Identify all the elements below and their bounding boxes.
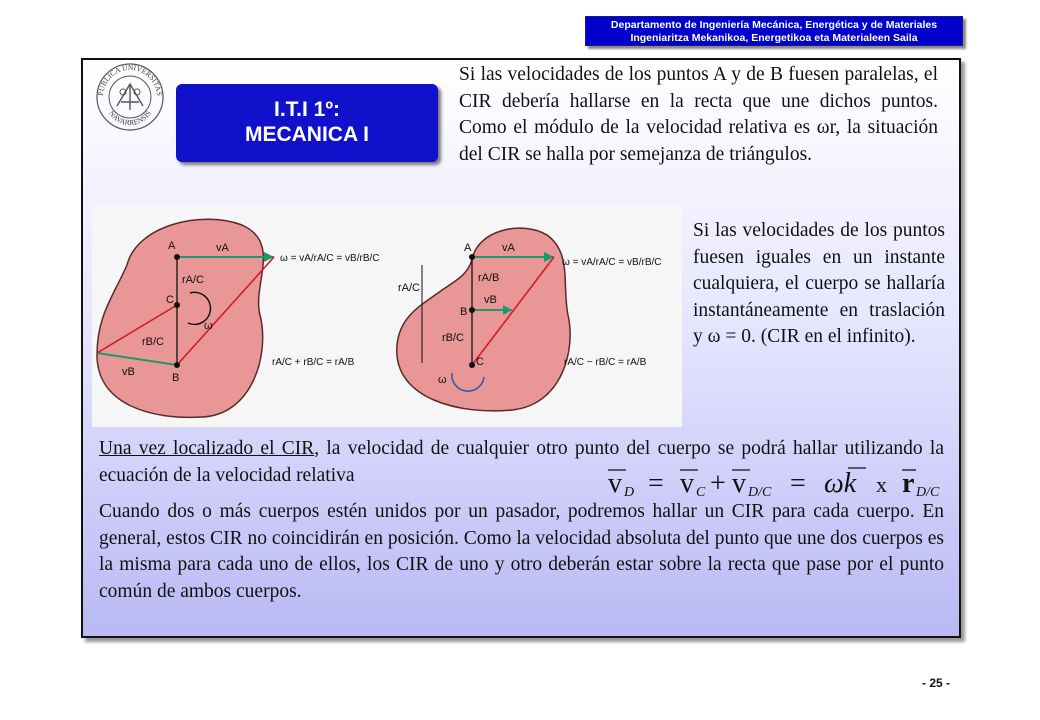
eq-equals-2: = <box>790 468 806 499</box>
right-label-a: A <box>464 242 472 254</box>
left-formula: ω = vA/rA/C = vB/rB/C <box>280 253 380 264</box>
right-label-rbc: rB/C <box>442 332 464 344</box>
left-label-b: B <box>172 372 180 384</box>
left-label-va: vA <box>216 242 229 254</box>
svg-text:PUBLICA UNIVERSITAS: PUBLICA UNIVERSITAS <box>95 62 165 97</box>
left-sum: rA/C + rB/C = rA/B <box>272 357 355 368</box>
university-seal-logo <box>95 62 165 132</box>
right-label-rac: rA/C <box>398 282 420 294</box>
right-label-omega: ω <box>438 374 447 386</box>
department-line-1: Departamento de Ingeniería Mecánica, Energética y de Materiales <box>610 19 938 31</box>
left-label-rac: rA/C <box>182 274 204 286</box>
eq-cross: x <box>876 472 887 497</box>
left-label-rbc: rB/C <box>142 336 164 348</box>
eq-v-d: v <box>608 468 622 499</box>
right-formula: ω = vA/rA/C = vB/rB/C <box>562 257 662 268</box>
svg-text:NAVARRENSIS: NAVARRENSIS <box>106 108 153 128</box>
course-title-line-1: I.T.I 1º: <box>273 98 340 121</box>
course-title-badge <box>176 84 438 162</box>
eq-equals-1: = <box>648 468 664 499</box>
course-title-line-2: MECANICA I <box>244 123 370 146</box>
cir-located-underlined: Una vez localizado el CIR <box>99 438 315 459</box>
eq-sub-c: C <box>696 485 706 500</box>
department-line-2: Ingeniaritza Mekanikoa, Energetikoa eta Materialeen Saila <box>630 32 918 44</box>
eq-r: r <box>902 468 915 499</box>
left-label-c: C <box>166 294 174 306</box>
paragraph-equal-velocities <box>693 218 945 351</box>
cir-figure <box>92 205 682 427</box>
right-sum: rA/C − rB/C = rA/B <box>564 357 647 368</box>
eq-sub-dc: D/C <box>748 485 772 500</box>
eq-v-c: v <box>680 468 694 499</box>
cir-located-rest: , la velocidad de cualquier otro punto del cuerpo se podrá hallar utilizando la ecuación de la velocidad relativa <box>99 438 944 486</box>
eq-plus: + <box>710 468 726 499</box>
right-label-b: B <box>460 306 468 318</box>
eq-sub-r: D/C <box>916 485 940 500</box>
paragraph-parallel-velocities <box>459 62 938 168</box>
right-label-c: C <box>476 356 484 368</box>
right-label-rab: rA/B <box>478 272 500 284</box>
paragraph-pinned-bodies-text: Cuando dos o más cuerpos estén unidos por un pasador, podremos hallar un CIR para cada cuerpo. En general, estos CIR no coincidirán en posición. Como la velocidad absoluta del punto que une dos cuerpos es la misma para cada uno de ellos, los CIR de uno y otro deberán estar sobre la recta que pase por el punto común de ambos cuerpos. <box>99 501 944 602</box>
right-label-va: vA <box>502 242 515 254</box>
eq-sub-d: D <box>624 485 635 500</box>
paragraph-parallel-velocities-text: Si las velocidades de los puntos A y de B fuesen paralelas, el CIR debería hallarse en la recta que une dichos puntos. Como el módulo de la velocidad relativa es ωr, la situación del CIR se halla por semejanza de triángulos. <box>459 64 938 165</box>
relative-velocity-equation <box>604 462 949 500</box>
eq-omega-k: ωk <box>824 468 857 499</box>
paragraph-pinned-bodies <box>99 499 944 605</box>
left-label-a: A <box>168 240 176 252</box>
paragraph-equal-velocities-text: Si las velocidades de los puntos fuesen iguales en un instante cualquiera, el cuerpo se hallaría instantáneamente en traslación y ω = 0. (CIR en el infinito). <box>693 220 945 347</box>
page-number: - 25 - <box>922 676 951 690</box>
eq-v-dc: v <box>732 468 746 499</box>
left-label-vb: vB <box>122 366 135 378</box>
department-banner <box>585 16 963 46</box>
left-label-omega: ω <box>204 320 213 332</box>
right-label-vb: vB <box>484 294 497 306</box>
